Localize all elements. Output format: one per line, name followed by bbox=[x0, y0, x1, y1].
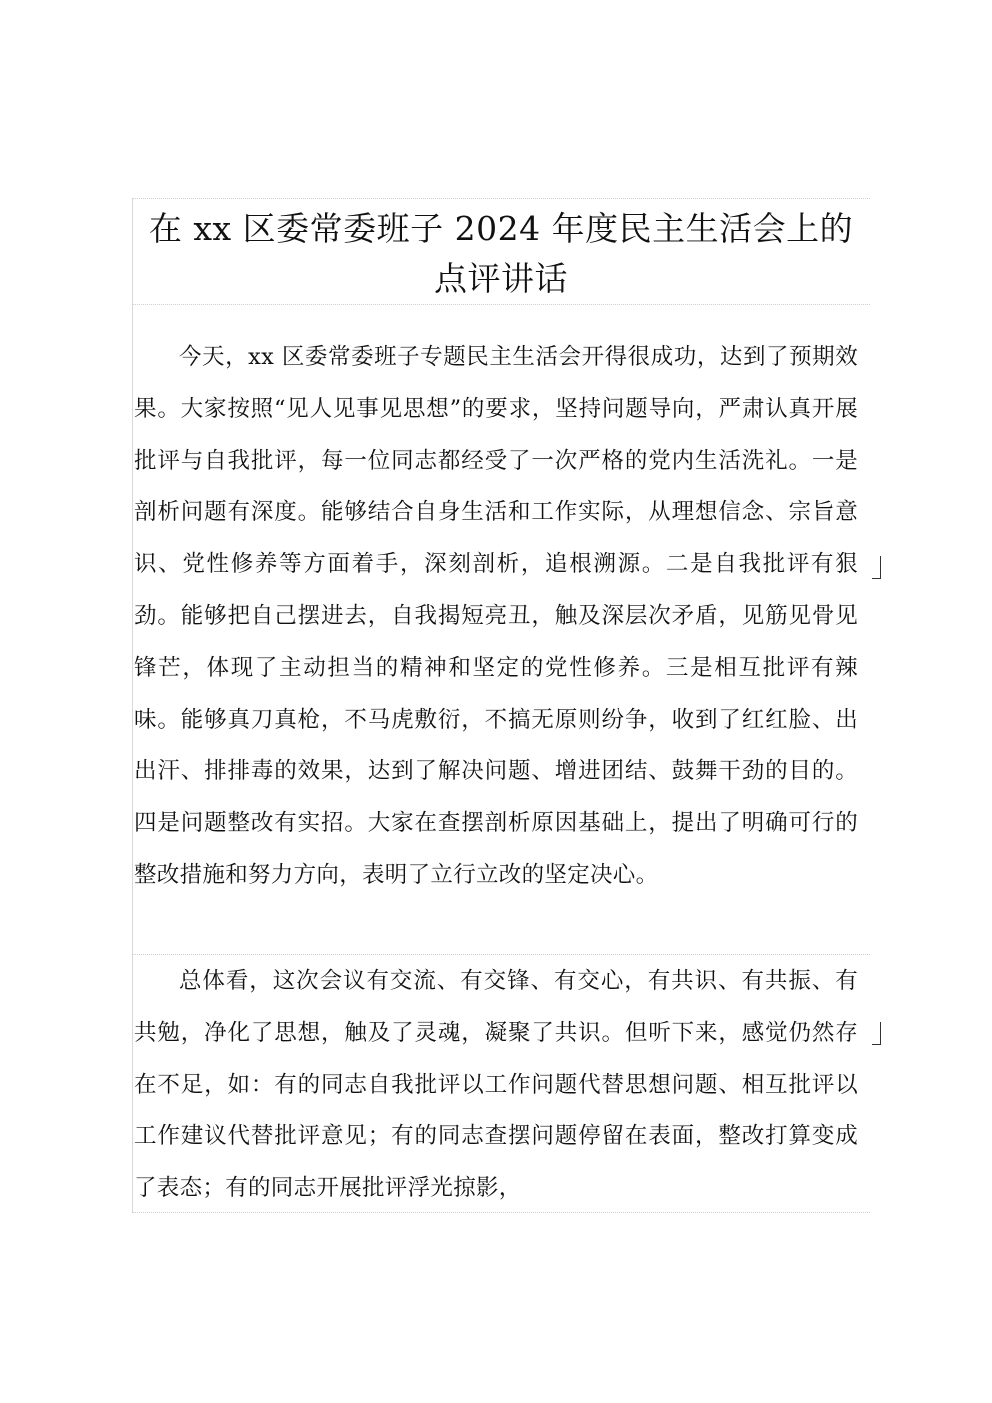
paragraph-divider bbox=[132, 954, 870, 955]
document-title: 在 xx 区委常委班子 2024 年度民主生活会上的点评讲话 bbox=[148, 209, 854, 298]
line-break-mark bbox=[872, 1022, 881, 1045]
body-paragraph: 今天，xx 区委常委班子专题民主生活会开得很成功，达到了预期效果。大家按照“见人见事见思想”的要求，坚持问题导向，严肃认真开展批评与自我批评，每一位同志都经受了一次严格的党内生活洗礼。一是剖析问题有深度。能够结合自身生活和工作实际，从理想信念、宗旨意识、党性修养等方面着手，深刻剖析，追根溯源。二是自我批评有狠劲。能够把自己摆进去，自我揭短亮丑，触及深层次矛盾，见筋见骨见锋芒，体现了主动担当的精神和坚定的党性修养。三是相互批评有辣味。能够真刀真枪，不马虎敷衍，不搞无原则纷争，收到了红红脸、出出汗、排排毒的效果，达到了解决问题、增进团结、鼓舞干劲的目的。四是问题整改有实招。大家在查摆剖析原因基础上，提出了明确可行的整改措施和努力方向，表明了立行立改的坚定决心。 bbox=[134, 344, 858, 888]
body-paragraph: 总体看，这次会议有交流、有交锋、有交心，有共识、有共振、有共勉，净化了思想，触及了灵魂，凝聚了共识。但听下来，感觉仍然存在不足，如：有的同志自我批评以工作问题代替思想问题、相互批评以工作建议代替批评意见；有的同志查摆问题停留在表面，整改打算变成了表态；有的同志开展批评浮光掠影， bbox=[134, 968, 858, 1202]
title-divider bbox=[132, 304, 870, 305]
frame-top-rule bbox=[132, 198, 870, 199]
line-break-mark bbox=[872, 556, 881, 579]
